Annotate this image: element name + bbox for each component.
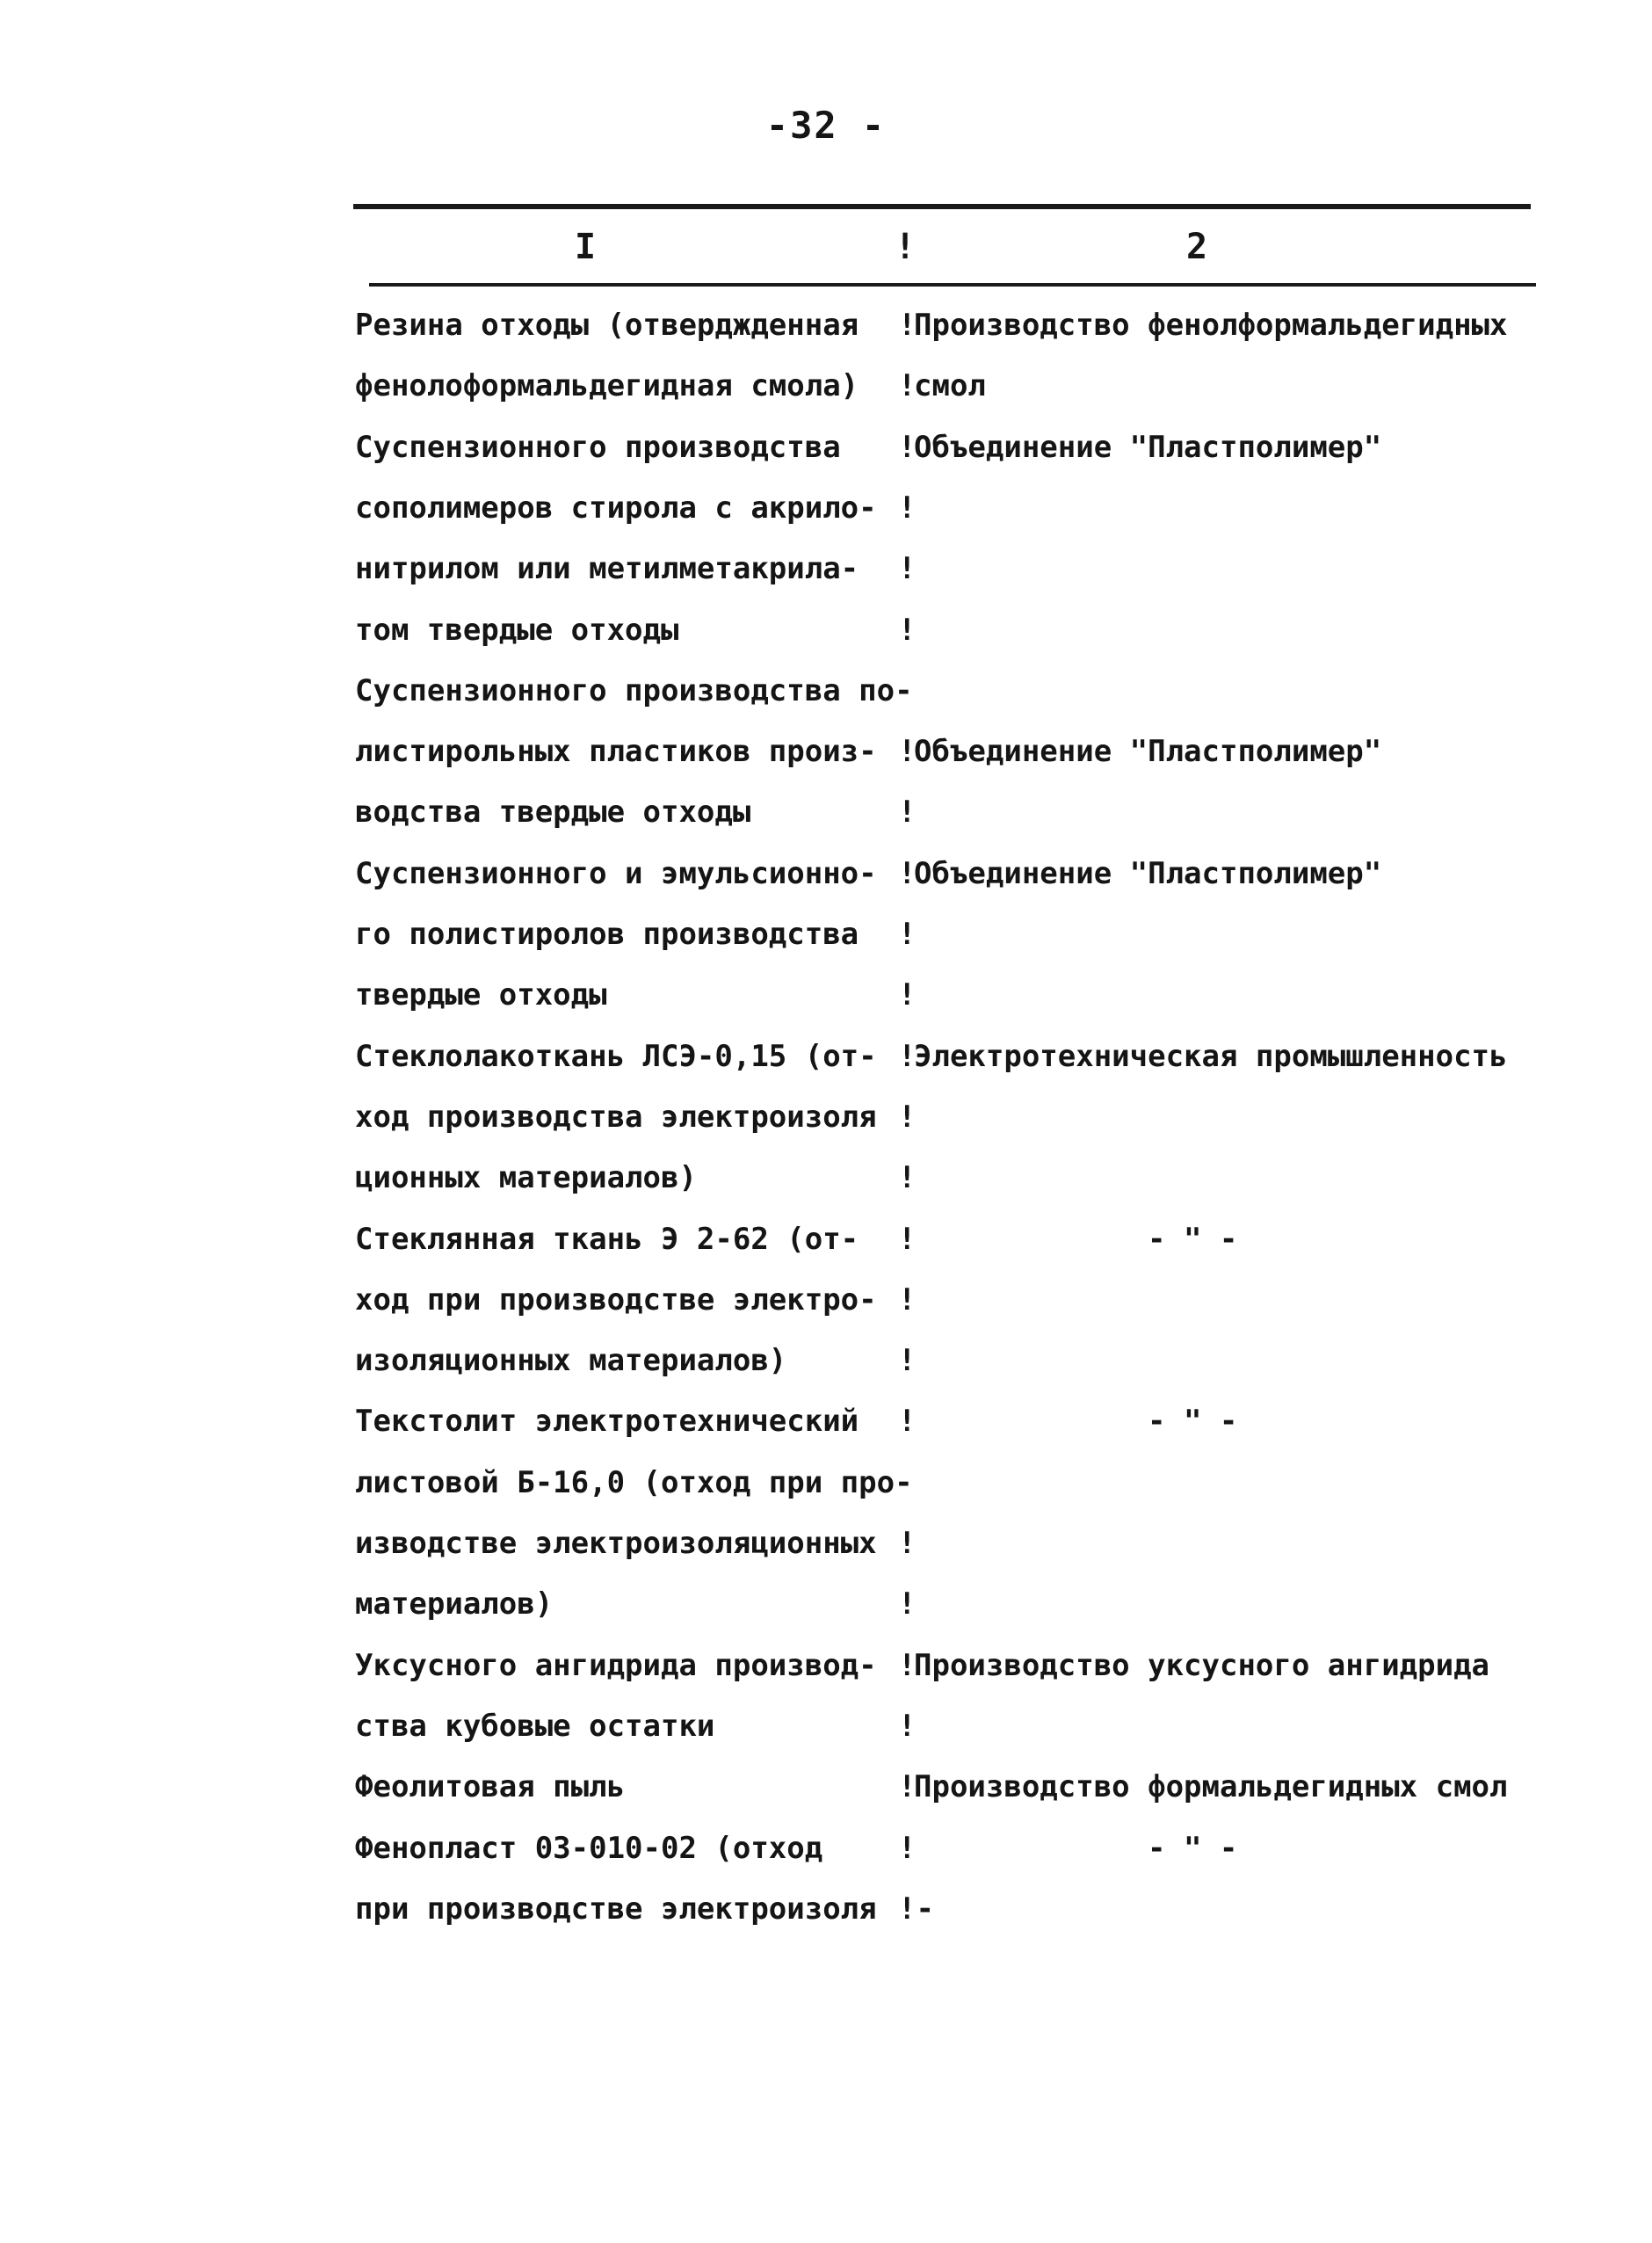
table-row [0,483,1652,533]
ditto-mark: - " - [1148,1404,1238,1439]
column-separator: ! [898,368,917,403]
column-separator: ! [898,977,917,1013]
table-row [0,1336,1652,1385]
table-row [0,544,1652,593]
table-row [0,727,1652,776]
column-header-2: 2 [1186,227,1208,267]
column-separator: ! [898,1100,917,1135]
waste-name-cell: Феолитовая пыль [355,1769,626,1804]
table-row [0,1579,1652,1629]
waste-name-cell: Стеклолакоткань ЛСЭ-0,15 (от- [355,1039,877,1074]
column-separator: !- [898,1891,934,1927]
column-separator: ! [898,1039,917,1074]
ditto-mark: - " - [1148,1831,1238,1866]
column-separator: ! [898,1526,917,1561]
table-row [0,1519,1652,1568]
column-separator: ! [898,734,917,769]
waste-name-cell: изводстве электроизоляционных [355,1526,877,1561]
waste-name-cell: нитрилом или метилметакрила- [355,551,859,586]
column-separator: ! [898,1586,917,1622]
table-row [0,1215,1652,1264]
waste-name-cell: ционных материалов) [355,1160,697,1195]
column-separator: ! [898,613,917,648]
table-row [0,970,1652,1020]
table-row [0,666,1652,715]
table-row [0,1824,1652,1873]
table-row [0,1762,1652,1811]
table-row [0,1153,1652,1202]
column-separator: ! [898,1709,917,1744]
waste-name-cell: изоляционных материалов) [355,1343,787,1378]
table-row [0,1702,1652,1751]
waste-name-cell: Суспензионного и эмульсионно- [355,856,877,891]
ditto-mark: - " - [1148,1222,1238,1257]
waste-name-cell: том твердые отходы [355,613,679,648]
source-cell: Производство формальдегидных смол [914,1769,1508,1804]
waste-name-cell: Суспензионного производства [355,430,841,465]
waste-name-cell: при производстве электроизоля [355,1891,877,1927]
column-header-1: I [575,227,597,267]
waste-name-cell: Фенопласт 03-010-02 (отход [355,1831,823,1866]
column-separator: ! [898,856,917,891]
source-cell: смол [914,368,986,403]
table-row [0,423,1652,472]
source-cell: Производство уксусного ангидрида [914,1648,1490,1683]
column-separator: ! [898,551,917,586]
waste-name-cell: листовой Б-16,0 (отход при про- [355,1465,913,1500]
column-separator: ! [898,1282,917,1317]
column-header-separator: ! [895,227,917,267]
waste-name-cell: сополимеров стирола с акрило- [355,490,877,526]
waste-name-cell: го полистиролов производства [355,917,859,952]
table-row [0,910,1652,959]
source-cell: Электротехническая промышленность [914,1039,1508,1074]
column-separator: ! [898,917,917,952]
table-row [0,849,1652,898]
waste-name-cell: ход производства электроизоля [355,1100,877,1135]
waste-name-cell: твердые отходы [355,977,607,1013]
waste-name-cell: листирольных пластиков произ- [355,734,877,769]
page-number: -32 - [765,104,887,147]
table-row [0,1092,1652,1142]
waste-name-cell: ход при производстве электро- [355,1282,877,1317]
column-separator: ! [898,1648,917,1683]
column-separator: ! [898,430,917,465]
source-cell: Объединение "Пластполимер" [914,734,1382,769]
table-top-rule [353,204,1531,209]
column-separator: ! [898,795,917,830]
table-row [0,301,1652,350]
waste-name-cell: Резина отходы (отверджденная [355,308,859,343]
waste-name-cell: Стеклянная ткань Э 2-62 (от- [355,1222,859,1257]
table-row [0,1032,1652,1081]
source-cell: Объединение "Пластполимер" [914,856,1382,891]
table-row [0,606,1652,655]
source-cell: Объединение "Пластполимер" [914,430,1382,465]
column-separator: ! [898,308,917,343]
table-row [0,361,1652,410]
source-cell: Производство фенолформальдегидных [914,308,1508,343]
waste-name-cell: фенолоформальдегидная смола) [355,368,859,403]
column-separator: ! [898,1160,917,1195]
table-row [0,1458,1652,1507]
column-separator: ! [898,490,917,526]
column-separator: ! [898,1831,917,1866]
column-separator: ! [898,1769,917,1804]
waste-name-cell: Текстолит электротехнический [355,1404,859,1439]
table-row [0,1884,1652,1934]
table-row [0,1641,1652,1690]
waste-name-cell: материалов) [355,1586,554,1622]
column-separator: ! [898,1222,917,1257]
waste-name-cell: Суспензионного производства по- [355,673,913,708]
waste-name-cell: водства твердые отходы [355,795,751,830]
table-header-rule [369,283,1536,287]
table-row [0,788,1652,837]
column-separator: ! [898,1404,917,1439]
waste-name-cell: ства кубовые остатки [355,1709,715,1744]
waste-name-cell: Уксусного ангидрида производ- [355,1648,877,1683]
table-row [0,1397,1652,1446]
table-row [0,1275,1652,1325]
column-separator: ! [898,1343,917,1378]
